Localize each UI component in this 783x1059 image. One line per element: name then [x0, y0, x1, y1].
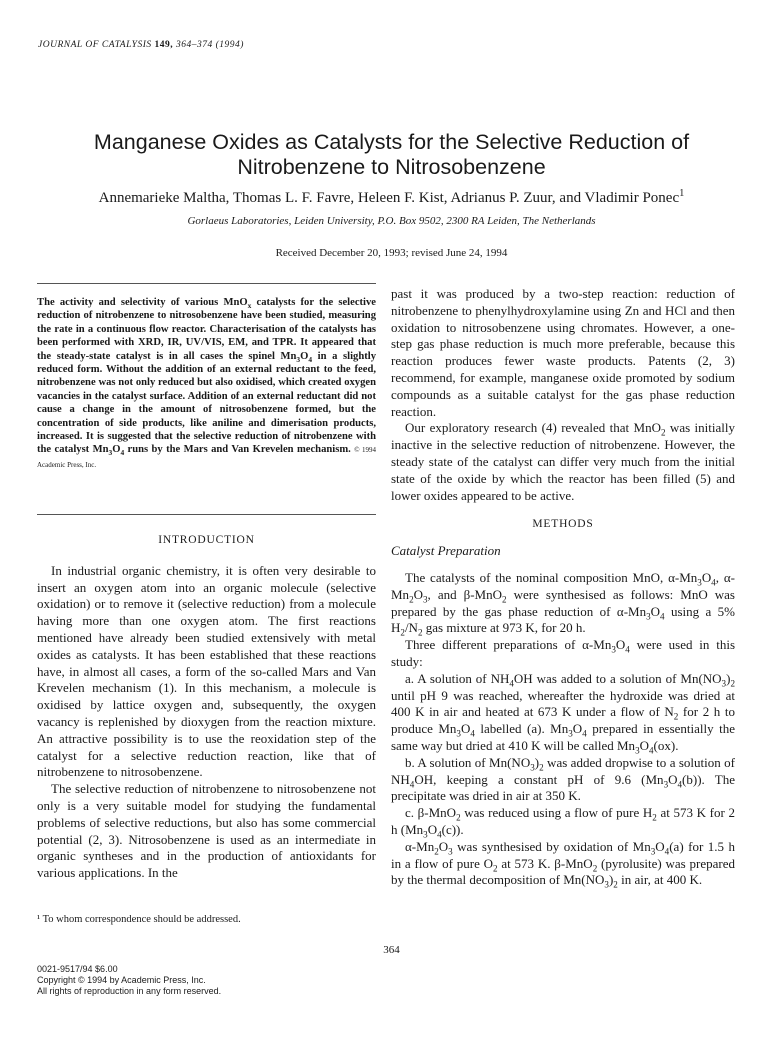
- journal-header: [38, 40, 244, 50]
- right-column: [391, 286, 735, 889]
- affiliation: Gorlaeus Laboratories, Leiden University, P.O. Box 9502, 2300 RA Leiden, The Netherlands: [187, 215, 596, 227]
- introduction-heading: INTRODUCTION: [158, 534, 255, 546]
- methods-paragraph-b: b. A solution of $Mn(NO_3)_2$ was added dropwise to a solution of $NH_4OH$, keeping a constant pH of 9.6 $(Mn_3O_4(b))$. The precipitate was dried in air at 350 K.: [391, 754, 736, 804]
- copyright-block: [37, 964, 337, 996]
- abstract-copyright: © 1994 Academic Press, Inc.: [37, 446, 376, 469]
- abstract-text-6: runs by the Mars and Van Krevelen mechanism.: [124, 444, 351, 456]
- copyright-line-2: Copyright © 1994 by Academic Press, Inc.: [37, 974, 206, 985]
- abstract-sub: 3: [296, 354, 301, 364]
- methods-paragraph-c: c. β-MnO$_2$ was reduced using a flow of pure $H_2$ at 573 K for 2 h $(Mn_3O_4(c))$.: [391, 805, 735, 840]
- abstract-text-2: catalysts for the selective reduction of nitrobenzene to nitrosobenzene have been studied, measuring the rate in a continuous flow reactor. Characterisation of the catalysts has been performed with XRD, IR, UV/VIS, EM, and TPR. It appeared that the steady-state catalyst is in all cases the spinel Mn: [37, 297, 376, 362]
- title-line-1: Manganese Oxides as Catalysts for the Selective Reduction of: [93, 130, 690, 154]
- abstract-text-3: O: [300, 350, 309, 362]
- received-dates: Received December 20, 1993; revised June 24, 1994: [275, 247, 508, 259]
- intro-paragraph-2: The selective reduction of nitrobenzene to nitrosobenzene not only is a very suitable model for studying the fundamental problems of selective reductions, but also has some commercial potential (2, 3). Nitrosobenzene is used as an intermediate in organic syntheses and in the production of antioxidants for various applications. In the: [37, 781, 376, 881]
- author-list: Annemarieke Maltha, Thomas L. F. Favre, Heleen F. Kist, Adrianus P. Zuur, and Vladimir Ponec: [98, 190, 680, 206]
- title-line-2: Nitrobenzene to Nitrosobenzene: [237, 155, 546, 179]
- journal-name: JOURNAL OF CATALYSIS: [38, 40, 152, 50]
- copyright-line-1: 0021-9517/94 $6.00: [37, 964, 118, 974]
- abstract-sub: 3: [108, 448, 113, 458]
- abstract-sub: x: [247, 301, 252, 311]
- abstract-text-1: The activity and selectivity of various MnO: [37, 297, 248, 308]
- journal-volume: 149,: [154, 40, 174, 50]
- copyright-line-3: All rights of reproduction in any form reserved.: [37, 985, 222, 996]
- methods-paragraph-2: Three different preparations of $\alpha-Mn_3O_4$ were used in this study:: [391, 637, 736, 669]
- abstract-sub: 4: [308, 354, 313, 364]
- footnote: ¹ To whom correspondence should be addressed.: [37, 914, 241, 925]
- authors: [20, 190, 763, 207]
- right-paragraph-2: Our exploratory research (4) revealed that MnO$_2$ was initially inactive in the selective reduction of nitrobenzene. However, the steady state of the catalyst can differ very much from the initial state of the oxide by which the reactor has been filled (5) and lower oxides appeared to be active.: [391, 420, 735, 503]
- right-paragraph-1: past it was produced by a two-step reaction: reduction of nitrobenzene to phenylhydroxylamine using Zn and HCl and then oxidation to nitrosobenzene using chromates. However, a one-step gas phase reduction is much more preferable, because this reaction produces fewer waste products. Patents (2, 3) recommend, for example, manganese oxide promoted by sodium compounds as a suitable catalyst for the gas phase reduction reaction.: [391, 286, 735, 419]
- abstract: [37, 296, 376, 472]
- intro-paragraph-1: In industrial organic chemistry, it is often very desirable to insert an oxygen atom into an organic molecule (selective oxidation) or to remove it (selective reduction) from a molecule having more than one oxygen atom. The first reactions mentioned have already been studied extensively with metal oxides as catalysts. It has been established that these reactions have, in almost all cases, a form of the so-called Mars and Van Krevelen mechanism (1). In this mechanism, a molecule is oxidised by lattice oxygen and, subsequently, the oxygen vacancy is replenished by dioxygen from the reaction mixture. An attractive possibility is to use the reoxidation step of the catalyst for a selective reduction reaction, like that of nitrobenzene to nitrosobenzene.: [37, 562, 376, 780]
- abstract-sub: 4: [120, 448, 125, 458]
- paper-title: [40, 130, 743, 180]
- methods-paragraph-d: $\alpha-Mn_2O_3$ was synthesised by oxidation of $Mn_3O_4(a)$ for 1.5 h in a flow of pure $O_2$ at 573 K. β-MnO$_2$ (pyrolusite) was prepared by the thermal decomposition of $Mn(NO_3)_2$ in air, at 400 K.: [391, 838, 735, 890]
- methods-paragraph-a: a. A solution of $NH_4OH$ was added to a solution of $Mn(NO_3)_2$ until pH 9 was reached, whereafter the hydroxide was dried at 400 K in air and heated at 673 K under a flow of $N_2$ for 2 h to produce $Mn_3O_4$ labelled (a). $Mn_3O_4$ prepared in essentially the same way but dried at 410 K will be called $Mn_3O_4(ox)$.: [391, 670, 736, 756]
- abstract-top-rule: [37, 283, 376, 284]
- abstract-text-5: O: [112, 444, 121, 456]
- methods-heading: METHODS: [532, 518, 594, 531]
- introduction-section: [37, 532, 376, 882]
- journal-pages: 364–374 (1994): [176, 40, 244, 50]
- methods-paragraph-1: The catalysts of the nominal composition MnO, $\alpha-Mn_3O_4$, $\alpha-Mn_2O_3$, and β-MnO$_2$ were synthesised as follows: MnO was prepared by the gas phase reduction of $\alpha-Mn_3O_4$ using a 5% $H_2/N_2$ gas mixture at 973 K, for 20 h.: [391, 569, 736, 638]
- page-number: 364: [383, 944, 400, 956]
- author-footnote-mark: 1: [679, 188, 685, 199]
- abstract-bottom-rule: [37, 514, 376, 515]
- catalyst-preparation-subheading: Catalyst Preparation: [391, 543, 501, 559]
- abstract-text-4: in a slightly reduced form. Without the addition of an external reductant to the feed, nitrobenzene was not only reduced but also oxidised, which created oxygen vacancies in the catalyst surface. Addition of an external reductant did not cause a change in the amount of nitrosobenzene formed, but the concentration of side products, like aniline and dimerisation products, increased. It is suggested that the selective reduction of nitrobenzene with the catalyst Mn: [37, 350, 376, 456]
